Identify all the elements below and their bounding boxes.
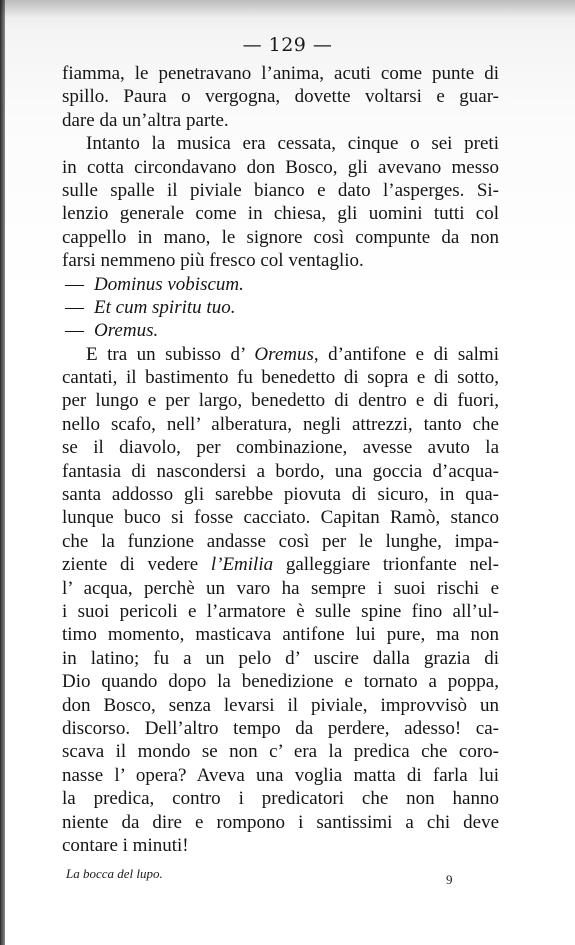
- text-line: nasse l’ opera? Aveva una voglia matta di farla lui: [62, 764, 499, 786]
- text-line: fantasia di nascondersi a bordo, una goccia d’acqua-: [62, 460, 499, 482]
- footer-book-title: La bocca del lupo.: [66, 866, 163, 881]
- page-top-shadow: [0, 0, 575, 18]
- text-segment: E tra un subisso d’: [86, 343, 255, 365]
- text-line: per lungo e per largo, benedetto di dentro e di fuori,: [62, 390, 499, 412]
- page-binding-edge: [0, 0, 5, 945]
- text-line: [62, 343, 499, 366]
- text-line: che la funzione andasse così per le lunghe, impa-: [62, 530, 499, 552]
- text-line: [62, 319, 499, 342]
- text-line: lunque buco si fosse cacciato. Capitan Ramò, stanco: [62, 507, 499, 529]
- italic-term: Oremus: [254, 343, 314, 365]
- text-line: niente da dire e rompono i santissimi a chi deve: [62, 811, 499, 833]
- text-line: sulle spalle il piviale bianco e dato l’asperges. Si-: [62, 179, 499, 201]
- text-line: dare da un’altra parte.: [62, 109, 229, 131]
- text-line: nello scafo, nell’ alberatura, negli attrezzi, tanto che: [62, 413, 499, 435]
- text-line: Dio quando dopo la benedizione e tornato a poppa,: [62, 671, 499, 693]
- text-line: [62, 273, 499, 296]
- text-line: farsi nemmeno più fresco col ventaglio.: [62, 250, 364, 272]
- text-segment: , d’antifone e di salmi: [313, 343, 499, 365]
- text-line: scava il mondo se non c’ era la predica che coro-: [62, 741, 499, 763]
- text-line: se il diavolo, per combinazione, avesse avuto la: [62, 437, 499, 459]
- page-number: — 129 —: [242, 34, 333, 56]
- text-segment: galleggiare trionfante nel-: [273, 554, 499, 576]
- text-line: contare i minuti!: [62, 834, 189, 856]
- text-line: fiamma, le penetravano l’anima, acuti come punte di: [62, 63, 499, 84]
- text-line: in cotta circondavano don Bosco, gli avevano messo: [62, 156, 499, 178]
- dialogue-dash: —: [65, 273, 84, 295]
- text-line: l’ acqua, perchè un varo ha sempre i suoi rischi e: [62, 577, 499, 599]
- text-line: i suoi pericoli e l’armatore è sulle spine fino all’ul-: [62, 600, 499, 622]
- text-line: don Bosco, senza levarsi il piviale, improvvisò un: [62, 694, 499, 716]
- text-line: cantati, il bastimento fu benedetto di sopra e di sotto,: [62, 367, 499, 389]
- body-text: [62, 62, 499, 857]
- text-line: cappello in mano, le signore così compunte da non: [62, 226, 499, 248]
- text-line: spillo. Paura o vergogna, dovette voltarsi e guar-: [62, 86, 499, 108]
- text-line: in latino; fu a un pelo d’ uscire dalla grazia di: [62, 647, 499, 669]
- text-line: lenzio generale come in chiesa, gli uomini tutti col: [62, 203, 499, 225]
- dialogue-dash: —: [65, 320, 84, 342]
- text-line: [62, 296, 499, 319]
- text-line: discorso. Dell’altro tempo da perdere, adesso! ca-: [62, 717, 499, 739]
- dialogue-dash: —: [65, 296, 84, 318]
- text-line: Intanto la musica era cessata, cinque o sei preti: [86, 133, 499, 155]
- text-line: la predica, contro i predicatori che non hanno: [62, 788, 499, 810]
- latin-phrase: Dominus vobiscum.: [94, 273, 244, 295]
- footer-signature-mark: 9: [446, 872, 453, 887]
- text-segment: ziente di vedere: [62, 554, 211, 576]
- text-line: santa addosso gli sarebbe piovuta di sicuro, in qua-: [62, 484, 499, 506]
- latin-phrase: Et cum spiritu tuo.: [94, 296, 236, 318]
- latin-phrase: Oremus.: [94, 320, 159, 342]
- text-line: [62, 553, 499, 576]
- text-line: timo momento, masticava antifone lui pure, ma non: [62, 624, 499, 646]
- italic-term: l’Emilia: [210, 554, 274, 576]
